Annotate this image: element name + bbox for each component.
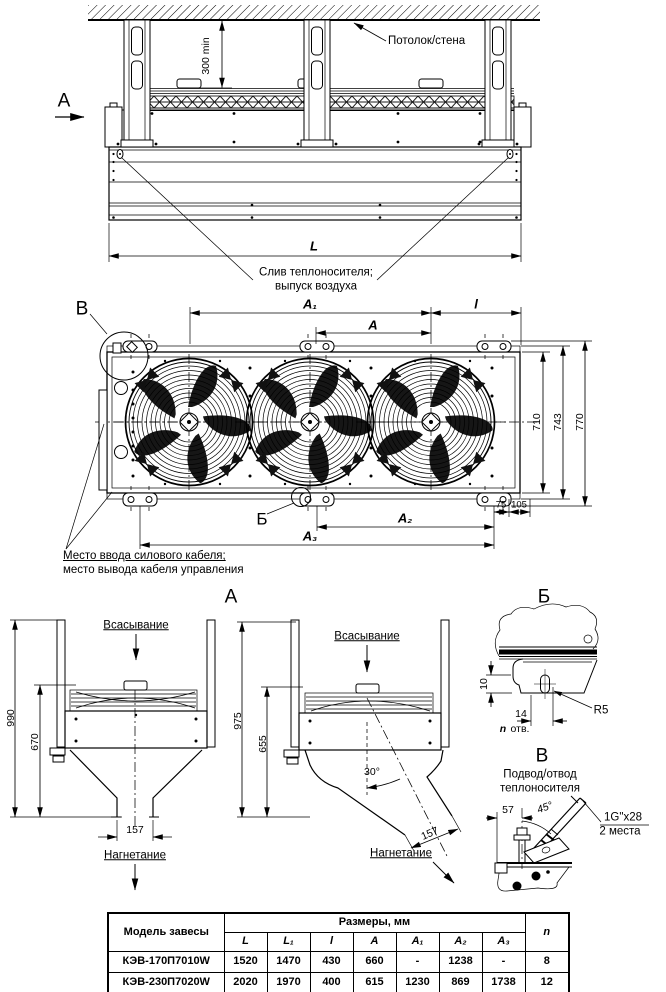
table-sizes-header: Размеры, мм (224, 913, 525, 933)
dim-770-label: 770 (573, 413, 586, 431)
service-hole (115, 382, 128, 395)
discharge-funnel (70, 750, 202, 817)
discharge-casing (109, 147, 521, 280)
radius-R5-label: R5 (593, 704, 609, 717)
dim-14-label: 14 (515, 707, 527, 720)
view-a-letter: А (57, 90, 71, 112)
radius-leader (554, 691, 592, 708)
dim-670-label: 670 (28, 733, 41, 751)
cable-entry-panel (99, 390, 107, 490)
discharge-arrow (433, 862, 454, 883)
table-row: КЭВ-170П7010W 1520 1470 430 660 - 1238 - 8 (108, 952, 569, 973)
col-A2: A₂ (439, 933, 482, 952)
pipe-note-line2: теплоносителя (499, 782, 581, 795)
dim-57-label: 57 (502, 803, 514, 816)
dim-45deg-label: 45° (535, 799, 555, 817)
detail-v-marker-label: В (75, 298, 89, 320)
dim-157-right-label: 157 (419, 824, 441, 843)
col-L1: L₁ (267, 933, 310, 952)
coil-grill (70, 690, 197, 711)
angled-funnel-left (305, 750, 405, 835)
plan-view (66, 307, 592, 549)
discharge-label-left: Нагнетание (104, 849, 166, 862)
end-cap-right (514, 107, 531, 147)
col-l: l (310, 933, 353, 952)
fan-motor-cap (177, 79, 201, 88)
dim-l-label: l (474, 296, 478, 312)
dim-75-label: 75 (495, 499, 507, 511)
holes-label: отв. (510, 722, 530, 735)
dim-10-label: 10 (477, 678, 490, 690)
dim-A1-label: A₁ (303, 296, 317, 312)
pipe-stub (287, 758, 298, 764)
lug-plate (513, 659, 597, 693)
table-model-header: Модель завесы (108, 913, 224, 952)
dim-710-label: 710 (530, 413, 543, 431)
discharge-label-right: Нагнетание (370, 847, 432, 860)
drain-note-line1: Слив теплоносителя; (259, 266, 373, 279)
drain-note-line2: выпуск воздуха (275, 280, 357, 293)
pipe-stub (284, 750, 299, 757)
section-a-right (237, 620, 461, 883)
suction-label-right: Всасывание (334, 630, 400, 643)
bracket-rail (441, 620, 449, 747)
dim-990-label: 990 (4, 709, 17, 727)
dim-105-label: 105 (511, 499, 527, 511)
service-hole (115, 446, 128, 459)
cable-leader-2 (66, 492, 112, 549)
hanger-bracket (117, 20, 158, 147)
detail-b-view (486, 604, 598, 726)
dim-743-label: 743 (551, 413, 564, 431)
cable-note-line1: Место ввода силового кабеля; (63, 550, 226, 562)
thread-leader (583, 801, 601, 822)
dim-A-label: A (368, 317, 378, 333)
fan-box (65, 711, 207, 748)
table-n-header: n (525, 913, 569, 952)
end-cap-left (105, 107, 122, 147)
detail-b-title: Б (537, 586, 551, 608)
dim-975-label: 975 (231, 712, 244, 730)
detail-v-title: В (535, 745, 549, 767)
cable-leader-1 (66, 424, 104, 549)
dim-655-label: 655 (256, 735, 269, 753)
coil-grill (305, 693, 433, 713)
dim-300min-label: 300 min (199, 37, 212, 75)
angled-funnel-right (427, 750, 452, 816)
ceiling-hatch (88, 5, 540, 20)
dimensions-table (107, 912, 570, 992)
table-row: КЭВ-230П7020W 2020 1970 400 615 1230 869 1738 12 (108, 973, 569, 992)
fan-box (299, 713, 441, 750)
break-outline (495, 604, 598, 656)
col-L: L (224, 933, 267, 952)
bracket-rail (291, 620, 299, 747)
ceiling-label: Потолок/стена (388, 35, 466, 47)
drain-leader-right (377, 158, 508, 280)
model-cell: КЭВ-230П7020W (108, 973, 224, 992)
col-A3: A₃ (482, 933, 525, 952)
angle-arc-30 (367, 779, 400, 788)
dim-L-label: L (310, 238, 318, 254)
dim-157-left-label: 157 (126, 823, 144, 836)
bracket-rail (207, 620, 215, 747)
dim-30deg-label: 30° (364, 765, 380, 778)
col-A1: A₁ (396, 933, 439, 952)
pipe-note-line1: Подвод/отвод (503, 768, 577, 781)
bracket-rail (57, 620, 65, 747)
places-label: 2 места (599, 825, 641, 838)
elevation-view (55, 5, 540, 280)
hanger-bracket (478, 20, 519, 147)
dim-A2-A3 (140, 506, 494, 549)
dim-A3-label: A₃ (302, 528, 318, 544)
section-a-title: А (224, 586, 238, 608)
thread-label: 1G"x28 (604, 811, 642, 824)
ceiling-leader (354, 23, 386, 41)
motor-cap (356, 684, 379, 693)
col-A: A (353, 933, 396, 952)
dim-10 (486, 661, 512, 707)
dim-A2-label: A₂ (397, 510, 413, 526)
drain-leader-left (122, 158, 253, 280)
cable-note-line2: место вывода кабеля управления (63, 564, 244, 576)
motor-cap (124, 681, 147, 690)
pipe-stub (53, 756, 64, 762)
suction-label-left: Всасывание (103, 619, 169, 632)
model-cell: КЭВ-170П7010W (108, 952, 224, 973)
fan-motor-cap (419, 79, 443, 88)
pipe-tab (524, 838, 569, 863)
pipe-stub (50, 748, 65, 755)
dim-A1-A-l (190, 307, 521, 345)
holes-n-label: n (499, 722, 507, 735)
detail-b-marker-label: Б (256, 509, 268, 529)
